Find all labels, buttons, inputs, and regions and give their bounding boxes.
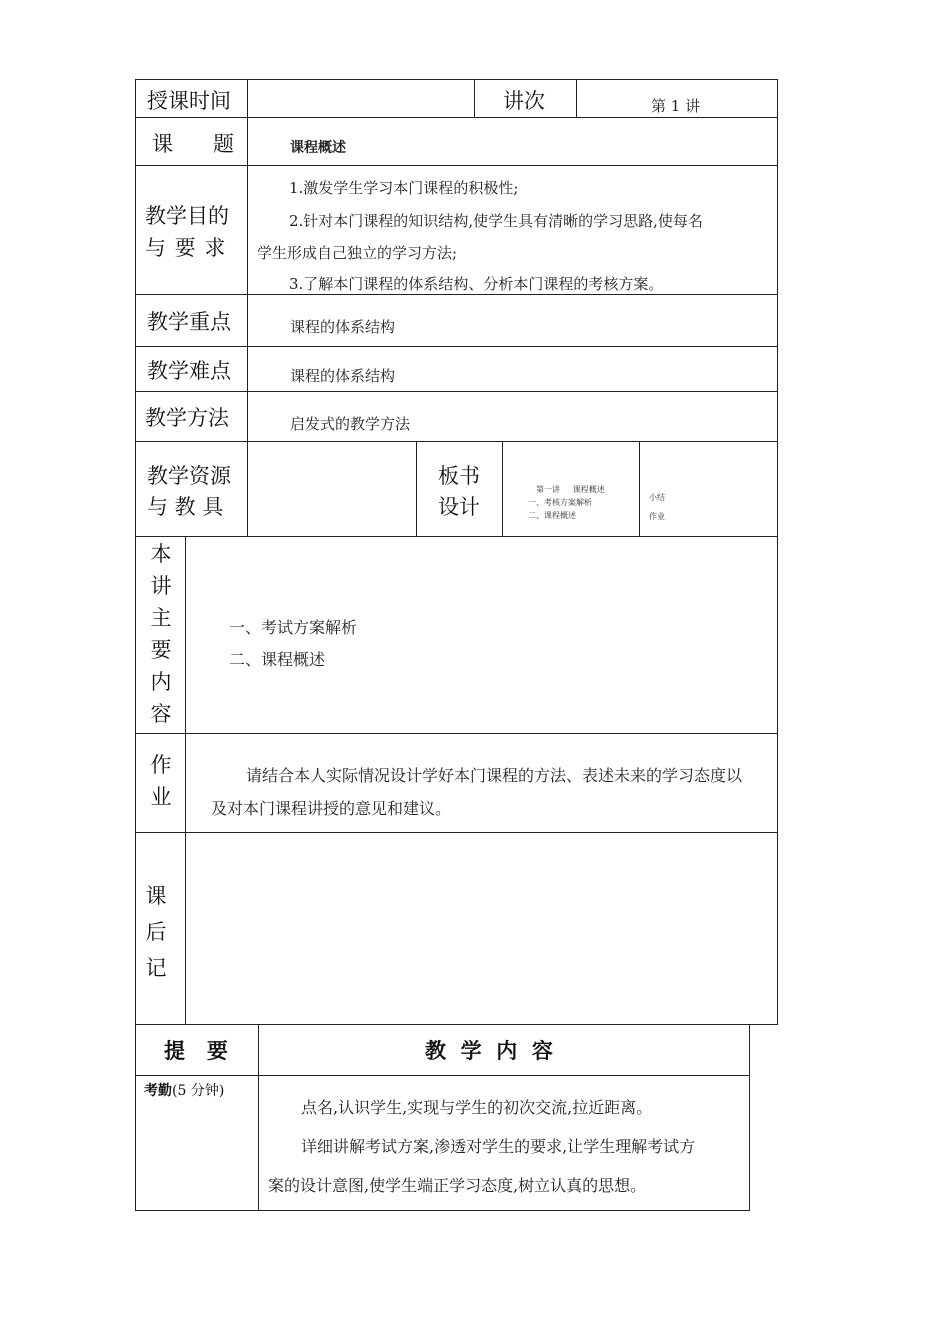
post-class-notes-label: 课 后 记 [145, 884, 167, 980]
column-divider [247, 79, 248, 537]
difficulties-value: 课程的体系结构 [290, 367, 396, 385]
objective-item: 2.针对本门课程的知识结构,使学生具有清晰的学习思路,使每名 [289, 212, 703, 230]
row-divider [135, 391, 778, 392]
key-points-label: 教学重点 [147, 310, 231, 334]
row-divider [135, 441, 778, 442]
difficulties-label: 教学难点 [147, 359, 231, 383]
column-divider [502, 441, 503, 537]
topic-value: 课程概述 [290, 140, 346, 156]
table-border-right [777, 79, 778, 1025]
column-divider [639, 441, 640, 537]
attendance-label: 考勤(5 分钟) [144, 1083, 225, 1099]
objectives-label-line2: 与 要 求 [145, 236, 226, 260]
resources-label-line2: 与 教 具 [147, 495, 224, 519]
content-paragraph: 点名,认识学生,实现与学生的初次交流,拉近距离。 [301, 1098, 653, 1117]
table-border-bottom [135, 1210, 750, 1211]
board-item: 一、考核方案解析 [528, 498, 592, 507]
method-label: 教学方法 [145, 406, 229, 430]
table-border-left [135, 79, 136, 1025]
column-divider [576, 79, 577, 117]
board-item: 作业 [649, 512, 665, 521]
row-divider [135, 165, 778, 166]
column-divider [185, 536, 186, 1025]
row-divider [135, 117, 778, 118]
table-border-top [135, 79, 778, 80]
key-points-value: 课程的体系结构 [290, 318, 396, 336]
main-content-item: 二、课程概述 [229, 650, 326, 669]
board-label-line1: 板书 [438, 464, 480, 488]
session-value: 第 1 讲 [651, 97, 701, 115]
content-paragraph: 详细讲解考试方案,渗透对学生的要求,让学生理解考试方 [301, 1137, 696, 1156]
teaching-content-header: 教 学 内 容 [425, 1039, 553, 1063]
objective-item: 3.了解本门课程的体系结构、分析本门课程的考核方案。 [289, 275, 664, 293]
objective-item: 学生形成自己独立的学习方法; [257, 244, 458, 262]
summary-header: 提 要 [164, 1039, 228, 1063]
board-title: 第一讲 课程概述 [536, 485, 605, 494]
homework-text-line1: 请结合本人实际情况设计学好本门课程的方法、表述未来的学习态度以 [246, 766, 743, 785]
main-content-label: 本 讲 主 要 内 容 [150, 542, 172, 726]
main-content-item: 一、考试方案解析 [229, 618, 358, 637]
topic-label: 课 题 [152, 132, 235, 156]
row-divider [135, 536, 778, 537]
table-border-left [135, 1024, 136, 1211]
column-divider [474, 79, 475, 117]
row-divider [135, 832, 778, 833]
class-time-label: 授课时间 [147, 89, 231, 113]
table-border-bottom [135, 1024, 778, 1025]
row-divider [135, 346, 778, 347]
content-paragraph-continued: 案的设计意图,使学生端正学习态度,树立认真的思想。 [268, 1176, 647, 1195]
homework-label: 作 业 [150, 753, 172, 809]
resources-label-line1: 教学资源 [147, 464, 231, 488]
row-divider [135, 294, 778, 295]
homework-text-line2: 及对本门课程讲授的意见和建议。 [211, 799, 452, 818]
row-divider [135, 733, 778, 734]
column-divider [258, 1024, 259, 1211]
board-label-line2: 设计 [438, 495, 480, 519]
board-item: 二、课程概述 [528, 511, 576, 520]
column-divider [416, 441, 417, 537]
session-label: 讲次 [503, 89, 545, 113]
row-divider [135, 1075, 750, 1076]
objectives-label-line1: 教学目的 [145, 204, 229, 228]
table-border-right [749, 1024, 750, 1211]
board-item: 小结 [649, 493, 665, 502]
method-value: 启发式的教学方法 [290, 415, 411, 433]
objective-item: 1.激发学生学习本门课程的积极性; [289, 179, 519, 197]
